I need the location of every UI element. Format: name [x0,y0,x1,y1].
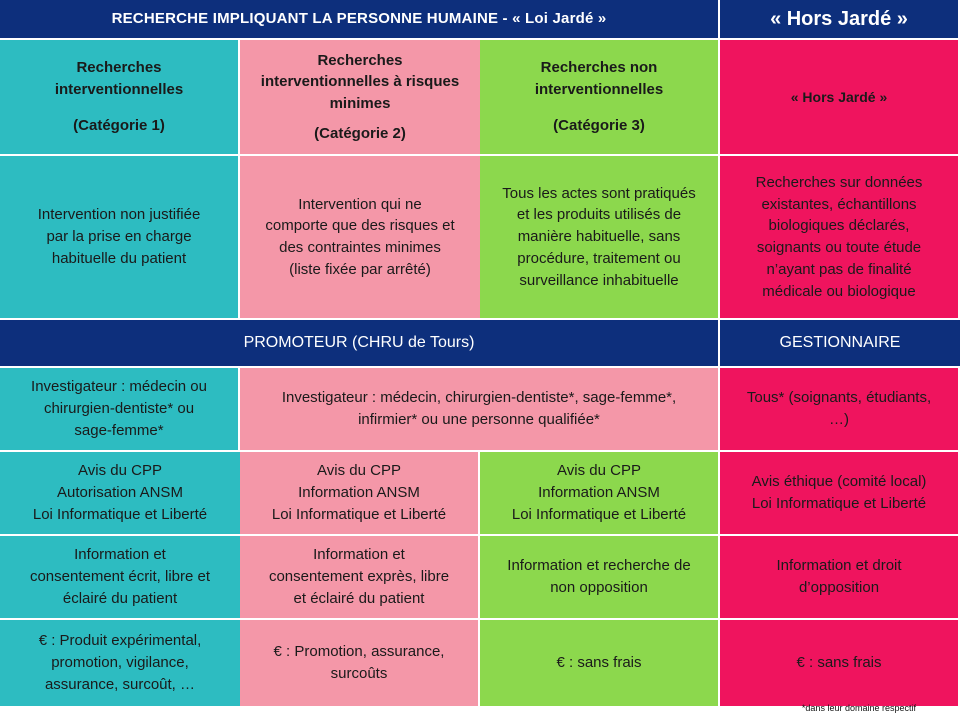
category-hors-cell [720,40,960,156]
category-title: Recherches interventionnelles [54,59,184,99]
authorization-cat2: Avis du CPP Information ANSM Loi Informatique et Liberté [240,452,480,536]
consent-cat1: Information et consentement écrit, libre et éclairé du patient [0,536,240,620]
category-2-cell [240,40,480,156]
category-title: « Hors Jardé » [790,88,888,105]
authorization-cat3: Avis du CPP Information ANSM Loi Informatique et Liberté [480,452,720,536]
cost-cat3: € : sans frais [480,620,720,708]
category-label: (Catégorie 1) [73,116,165,134]
consent-hors: Information et droit d’opposition [720,536,960,620]
investigator-cat1: Investigateur : médecin ou chirurgien-dentiste* ou sage-femme* [0,368,240,452]
consent-cat2: Information et consentement exprès, libre et éclairé du patient [240,536,480,620]
authorization-hors: Avis éthique (comité local) Loi Informatique et Liberté [720,452,960,536]
promoteur-header: PROMOTEUR (CHRU de Tours) [0,320,720,368]
cost-hors: € : sans frais [720,620,960,708]
gestionnaire-header: GESTIONNAIRE [720,320,960,368]
investigator-hors: Tous* (soignants, étudiants, …) [720,368,960,452]
category-title: Recherches interventionnelles à risques minimes [260,51,460,112]
cost-cat2: € : Promotion, assurance, surcoûts [240,620,480,708]
header-loi-jarde: RECHERCHE IMPLIQUANT LA PERSONNE HUMAINE - « Loi Jardé » [0,0,720,40]
category-3-cell [480,40,720,156]
definition-cat2: Intervention qui ne comporte que des risques et des contraintes minimes (liste fixée par arrêté) [240,156,480,320]
definition-cat1: Intervention non justifiée par la prise en charge habituelle du patient [0,156,240,320]
definition-cat3: Tous les actes sont pratiqués et les produits utilisés de manière habituelle, sans procédure, traitement ou surveillance inhabituelle [480,156,720,320]
category-label: (Catégorie 3) [553,116,645,134]
definition-hors: Recherches sur données existantes, échantillons biologiques déclarés, soignants ou toute étude n’ayant pas de finalité médicale ou biologique [720,156,960,320]
category-1-cell [0,40,240,156]
header-hors-jarde: « Hors Jardé » [720,0,960,40]
authorization-cat1: Avis du CPP Autorisation ANSM Loi Informatique et Liberté [0,452,240,536]
footnote: *dans leur domaine respectif [801,703,916,713]
category-label: (Catégorie 2) [314,124,406,142]
cost-cat1: € : Produit expérimental, promotion, vigilance, assurance, surcoût, … [0,620,240,708]
category-title: Recherches non interventionnelles [534,59,664,99]
investigator-cat2-cat3: Investigateur : médecin, chirurgien-dentiste*, sage-femme*, infirmier* ou une personne qualifiée* [240,368,720,452]
consent-cat3: Information et recherche de non opposition [480,536,720,620]
